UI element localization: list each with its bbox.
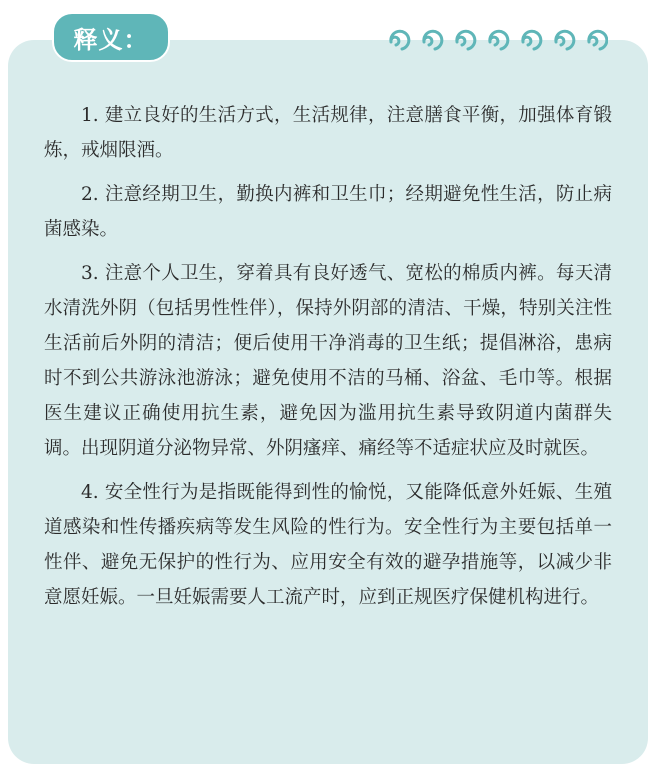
swirl-icon (556, 31, 574, 49)
explanation-label-text: 释义： (73, 25, 149, 54)
swirl-icon (391, 31, 409, 49)
paragraph-1: 1. 建立良好的生活方式，生活规律，注意膳食平衡，加强体育锻炼，戒烟限酒。 (44, 105, 612, 161)
swirl-icon (490, 31, 508, 49)
swirl-icon (589, 31, 607, 49)
paragraph-4: 4. 安全性行为是指既能得到性的愉悦，又能降低意外妊娠、生殖道感染和性传播疾病等发生风险的性行为。安全性行为主要包括单一性伴、避免无保护的性行为、应用安全有效的避孕措施等，以减少非意愿妊娠。一旦妊娠需要人工流产时，应到正规医疗保健机构进行。 (44, 482, 612, 608)
swirl-icon (523, 31, 541, 49)
swirl-icon (424, 31, 442, 49)
paragraph-2: 2. 注意经期卫生，勤换内裤和卫生巾；经期避免性生活，防止病菌感染。 (44, 184, 612, 240)
swirl-decoration (382, 26, 608, 58)
explanation-content (44, 98, 612, 624)
paragraph-3: 3. 注意个人卫生，穿着具有良好透气、宽松的棉质内裤。每天清水清洗外阴（包括男性性伴），保持外阴部的清洁、干燥，特别关注性生活前后外阴的清洁；便后使用干净消毒的卫生纸；提倡淋浴，患病时不到公共游泳池游泳；避免使用不洁的马桶、浴盆、毛巾等。根据医生建议正确使用抗生素，避免因为滥用抗生素导致阴道内菌群失调。出现阴道分泌物异常、外阴瘙痒、痛经等不适症状应及时就医。 (44, 263, 612, 459)
explanation-label (52, 12, 170, 62)
swirl-icon (457, 31, 475, 49)
